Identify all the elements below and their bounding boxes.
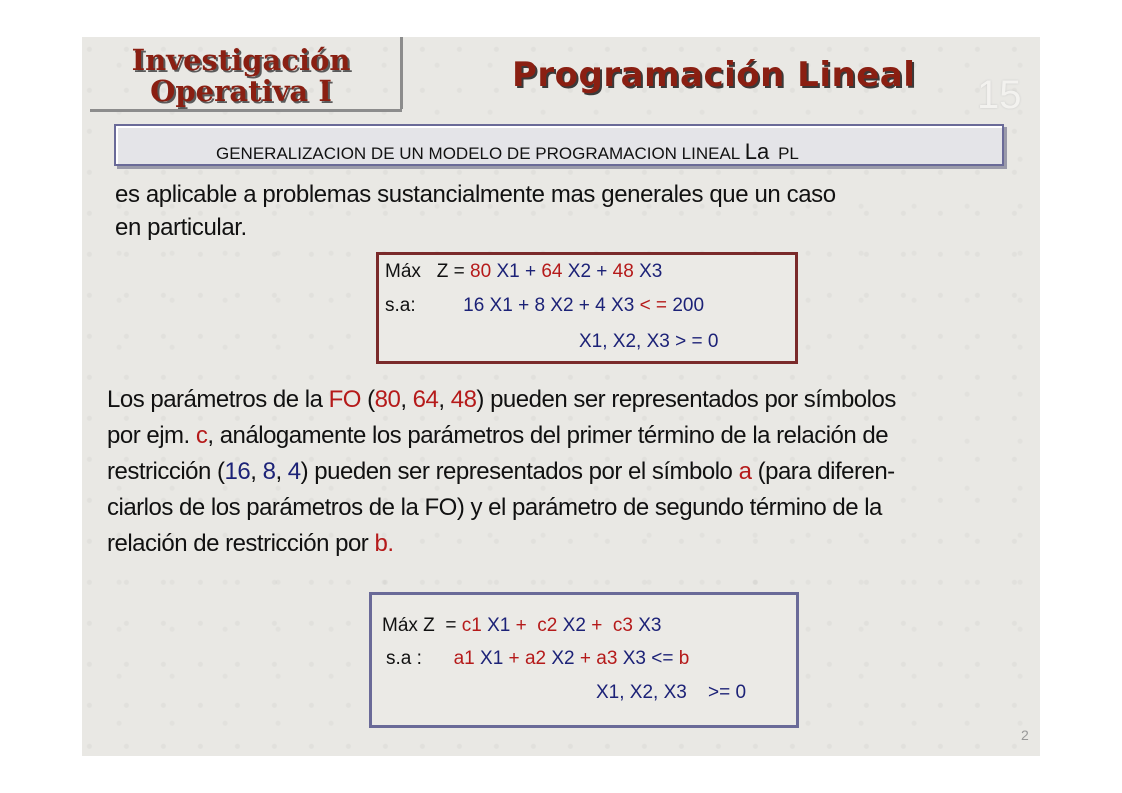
banner-pl: PL [778, 144, 799, 163]
general-model-box [369, 592, 799, 728]
intro-line-2: en particular. [115, 214, 247, 241]
example-model-box [376, 252, 798, 364]
explanation-paragraph [107, 382, 1037, 562]
page-number: 2 [1021, 727, 1029, 743]
header-divider-horizontal [90, 109, 402, 112]
nonnegativity-line: X1, X2, X3 > = 0 [579, 331, 719, 352]
constraint-line: s.a: 16 X1 + 8 X2 + 4 X3 < = 200 [385, 295, 705, 316]
para-line-3: restricción (16, 8, 4) pueden ser representados por el símbolo a (para diferen- [107, 458, 895, 485]
para-line-4: ciarlos de los parámetros de la FO) y el parámetro de segundo término de la [107, 494, 882, 521]
slide-number-watermark: 15 [977, 73, 1022, 117]
objective-function: Máx Z = 80 X1 + 64 X2 + 48 X3 [385, 261, 663, 282]
section-banner-text [216, 139, 799, 165]
general-constraint: s.a : a1 X1 + a2 X2 + a3 X3 <= b [386, 648, 690, 669]
general-objective: Máx Z = c1 X1 + c2 X2 + c3 X3 [382, 615, 662, 636]
slide-title: Programación Lineal [512, 55, 916, 95]
intro-line-1: es aplicable a problemas sustancialmente mas generales que un caso [115, 181, 836, 208]
brand-line-1: Investigación [131, 43, 351, 77]
banner-la: La [744, 139, 770, 164]
header-divider-vertical [400, 37, 403, 109]
para-line-1: Los parámetros de la FO (80, 64, 48) pueden ser representados por símbolos [107, 386, 896, 413]
para-line-5: relación de restricción por b. [107, 530, 394, 557]
intro-text [115, 178, 836, 244]
banner-heading: GENERALIZACION DE UN MODELO DE PROGRAMACION LINEAL [216, 144, 741, 163]
course-brand [92, 45, 390, 107]
para-line-2: por ejm. c, análogamente los parámetros del primer término de la relación de [107, 422, 889, 449]
general-nonnegativity: X1, X2, X3 >= 0 [596, 682, 747, 703]
slide [82, 37, 1040, 756]
brand-line-2: Operativa I [150, 74, 332, 108]
